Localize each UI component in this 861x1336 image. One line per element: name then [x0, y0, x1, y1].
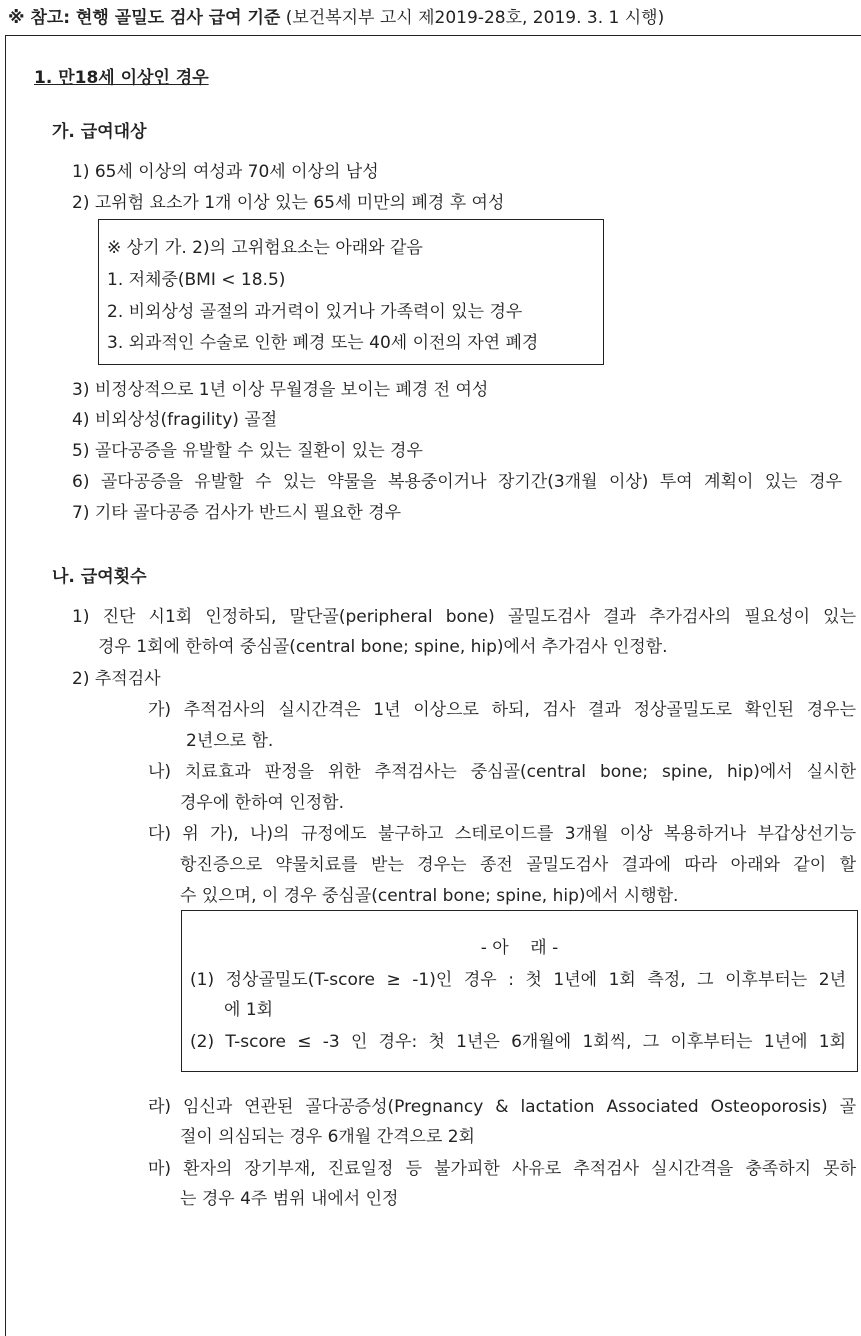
sub-item-continuation: 2년으로 함. — [186, 731, 274, 751]
list-item-continuation: 경우 1회에 한하여 중심골(central bone; spine, hip)에서 추가검사 인정함. — [98, 637, 668, 657]
note-item: 1. 저체중(BMI < 18.5) — [107, 270, 286, 290]
list-item: 4) 비외상성(fragility) 골절 — [72, 410, 278, 430]
section-na-title: 나. 급여횟수 — [52, 567, 147, 587]
list-item: 2) 고위험 요소가 1개 이상 있는 65세 미만의 폐경 후 여성 — [72, 193, 505, 213]
sub-item: 나) 치료효과 판정을 위한 추적검사는 중심골(central bone; spine, hip)에서 실시한 — [148, 762, 856, 782]
note-item: 2. 비외상성 골절의 과거력이 있거나 가족력이 있는 경우 — [107, 302, 523, 322]
sub-item: 가) 추적검사의 실시간격은 1년 이상으로 하되, 검사 결과 정상골밀도로 확인된 경우는 — [148, 700, 856, 720]
sub-item: 다) 위 가), 나)의 규정에도 불구하고 스테로이드를 3개월 이상 복용하거나 부갑상선기능 — [148, 824, 856, 844]
schedule-item: (1) 정상골밀도(T-score ≥ -1)인 경우 : 첫 1년에 1회 측정, 그 이후부터는 2년 — [190, 970, 846, 990]
document-header — [8, 3, 664, 28]
note-heading: ※ 상기 가. 2)의 고위험요소는 아래와 같음 — [107, 238, 423, 258]
sub-item-continuation: 절이 의심되는 경우 6개월 간격으로 2회 — [180, 1127, 475, 1147]
header-source: (보건복지부 고시 제2019-28호, 2019. 3. 1 시행) — [285, 8, 665, 28]
sub-item: 라) 임신과 연관된 골다공증성(Pregnancy & lactation Associated Osteoporosis) 골 — [148, 1097, 856, 1117]
sub-item-continuation: 는 경우 4주 범위 내에서 인정 — [180, 1189, 399, 1209]
list-item: 2) 추적검사 — [72, 669, 161, 689]
section-ga-title: 가. 급여대상 — [52, 122, 147, 142]
list-item: 7) 기타 골다공증 검사가 반드시 필요한 경우 — [72, 503, 402, 523]
sub-item-continuation: 항진증으로 약물치료를 받는 경우는 종전 골밀도검사 결과에 따라 아래와 같이 할 — [180, 855, 856, 875]
sub-item: 마) 환자의 장기부재, 진료일정 등 불가피한 사유로 추적검사 실시간격을 충족하지 못하 — [148, 1159, 856, 1179]
note-item: 3. 외과적인 수술로 인한 폐경 또는 40세 이전의 자연 폐경 — [107, 333, 539, 353]
list-item: 1) 65세 이상의 여성과 70세 이상의 남성 — [72, 162, 379, 182]
schedule-note-box — [181, 910, 858, 1072]
risk-factor-note-box — [98, 219, 604, 365]
header-title: ※ 참고: 현행 골밀도 검사 급여 기준 — [8, 8, 281, 28]
schedule-item: (2) T-score ≤ -3 인 경우: 첫 1년은 6개월에 1회씩, 그 이후부터는 1년에 1회 — [190, 1032, 846, 1052]
list-item: 6) 골다공증을 유발할 수 있는 약물을 복용중이거나 장기간(3개월 이상) 투여 계획이 있는 경우 — [72, 472, 842, 492]
schedule-heading: - 아 래 - — [480, 938, 559, 958]
list-item: 5) 골다공증을 유발할 수 있는 질환이 있는 경우 — [72, 441, 423, 461]
list-item: 1) 진단 시1회 인정하되, 말단골(peripheral bone) 골밀도검사 결과 추가검사의 필요성이 있는 — [72, 607, 856, 627]
sub-item-continuation: 수 있으며, 이 경우 중심골(central bone; spine, hip)에서 시행함. — [180, 886, 679, 906]
list-item: 3) 비정상적으로 1년 이상 무월경을 보이는 폐경 전 여성 — [72, 380, 489, 400]
section1-title: 1. 만18세 이상인 경우 — [34, 68, 209, 88]
sub-item-continuation: 경우에 한하여 인정함. — [180, 793, 345, 813]
schedule-item-continuation: 에 1회 — [224, 1000, 274, 1020]
